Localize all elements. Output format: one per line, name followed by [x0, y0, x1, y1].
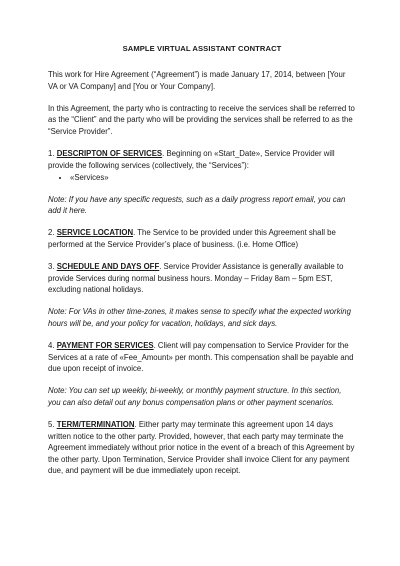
- services-bullet: • «Services»: [70, 172, 356, 184]
- section-1-number: 1.: [48, 148, 55, 158]
- section-3-number: 3.: [48, 262, 55, 272]
- section-2-number: 2.: [48, 228, 55, 238]
- section-1-heading: DESCRIPTON OF SERVICES: [56, 148, 163, 158]
- section-1-note: Note: If you have any specific requests, such as a daily progress report email, you can add it here.: [48, 194, 346, 216]
- section-2-heading: SERVICE LOCATION: [56, 228, 134, 238]
- section-4-heading: PAYMENT FOR SERVICES: [56, 341, 154, 351]
- section-4-text: . Client will pay compensation to Service Provider for the Services at a rate of «Fee_Amount» per month. This compensation shall be payable and due upon receipt of invoice.: [48, 341, 354, 374]
- section-5-number: 5.: [48, 420, 55, 430]
- section-3-heading: SCHEDULE AND DAYS OFF: [56, 262, 160, 272]
- section-4-note: Note: You can set up weekly, bi-weekly, or monthly payment structure. In this section, you can also detail out any bonus compensation plans or other payment scenarios.: [48, 386, 342, 407]
- section-3-note: Note: For VAs in other time-zones, it makes sense to specify what the expected working hours will be, and your policy for vacation, holidays, and sick days.: [48, 307, 351, 328]
- section-5-paragraph: [48, 419, 356, 477]
- section-4-number: 4.: [48, 341, 55, 351]
- section-3-paragraph: [48, 261, 356, 296]
- services-list: [48, 172, 356, 184]
- section-2-text: . The Service to be provided under this Agreement shall be performed at the Service Provider’s place of business. (i.e. Home Office): [48, 228, 336, 250]
- intro-paragraph: This work for Hire Agreement (“Agreement”) is made January 17, 2014, between [Your VA or VA Company] and [You or Your Company].: [48, 70, 346, 91]
- section-1-paragraph: [48, 148, 356, 171]
- section-1-text: . Beginning on «Start_Date», Service Provider will provide the following services (collectively, the “Services”):: [48, 148, 335, 170]
- definitions-paragraph: In this Agreement, the party who is contracting to receive the services shall be referred to as the “Client” and the party who will be providing the services shall be referred to as the “Service Provider”.: [48, 103, 355, 136]
- section-5-heading: TERM/TERMINATION: [56, 420, 135, 430]
- section-2-paragraph: [48, 227, 356, 250]
- document-title: SAMPLE VIRTUAL ASSISTANT CONTRACT: [122, 44, 282, 53]
- section-4-paragraph: [48, 340, 356, 375]
- section-5-text: . Either party may terminate this agreement upon 14 days written notice to the other party. Provided, however, that each party may terminate the Agreement immediately without prior notice in the event of a breach of this Agreement by the other party. Upon Termination, Service Provider shall invoice Client for any payment due, and payment will be due immediately upon receipt.: [48, 420, 355, 476]
- section-3-text: . Service Provider Assistance is generally available to provide Services during normal business hours. Monday – Friday 8am – 5pm EST, excluding national holidays.: [48, 262, 344, 295]
